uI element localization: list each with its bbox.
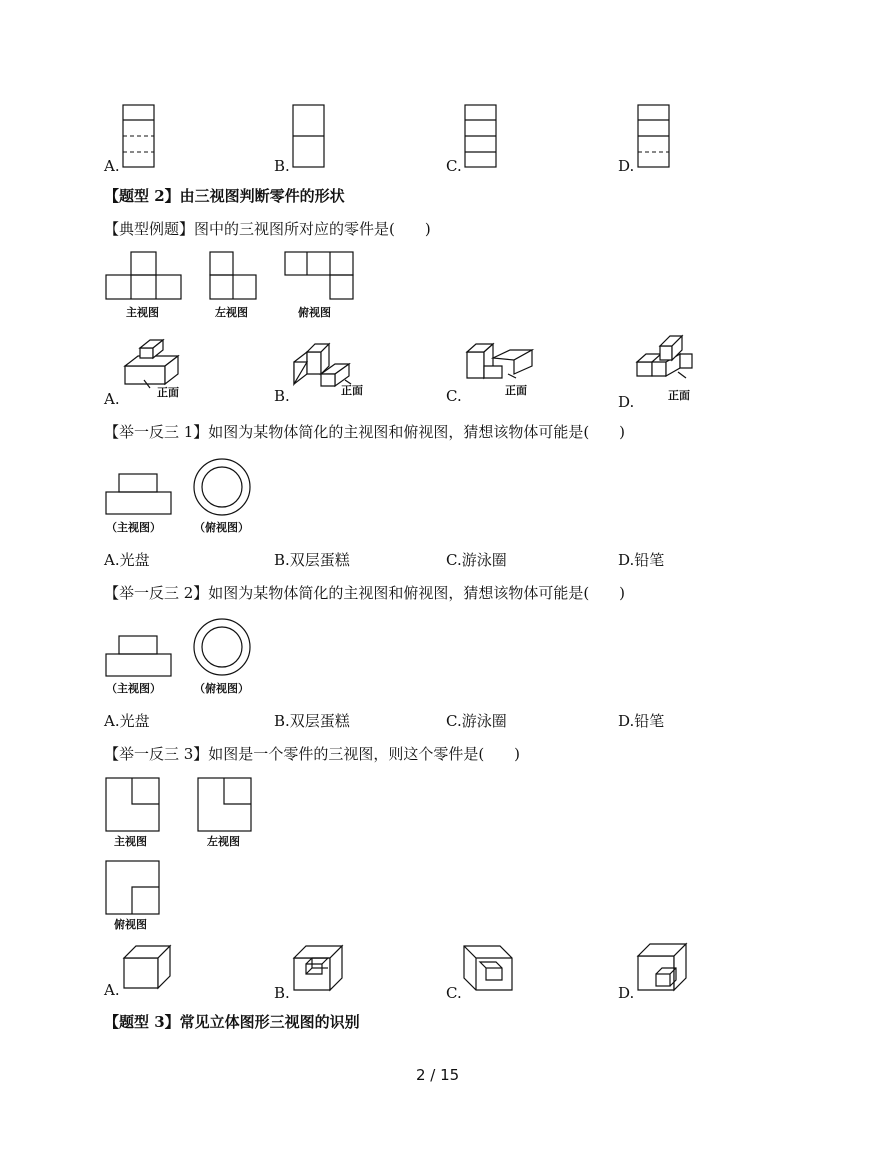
q1-top-view (193, 458, 253, 518)
type2-option-d-solid (634, 330, 700, 386)
q1-option-a[interactable]: A.光盘 (104, 551, 150, 569)
type2-option-c[interactable]: C. (446, 387, 462, 405)
q2-top-view (193, 618, 253, 678)
q0-figure-a (122, 104, 156, 168)
q3-option-a-solid (122, 944, 176, 990)
type2-option-d-front-label: 正面 (668, 389, 690, 402)
q0-figure-b (292, 104, 326, 168)
q3-option-b-solid (292, 944, 348, 994)
q0-option-b[interactable]: B. (274, 157, 290, 175)
q2-option-d[interactable]: D.铅笔 (618, 712, 665, 730)
type2-option-d[interactable]: D. (618, 393, 635, 411)
q2-top-view-caption: （俯视图） (194, 682, 249, 695)
type2-option-b-solid (291, 340, 371, 390)
q2-option-c[interactable]: C.游泳圈 (446, 712, 507, 730)
q3-option-b[interactable]: B. (274, 984, 290, 1002)
q0-option-a[interactable]: A. (104, 157, 120, 175)
q1-option-b[interactable]: B.双层蛋糕 (274, 551, 350, 569)
q3-top-view-label: 俯视图 (114, 918, 147, 931)
q1-front-view (105, 472, 173, 516)
q3-front-view-label: 主视图 (114, 835, 147, 848)
q0-option-c[interactable]: C. (446, 157, 462, 175)
q2-front-view-caption: （主视图） (106, 682, 161, 695)
q3-option-d-solid (636, 942, 692, 994)
q3-option-c-solid (462, 944, 518, 996)
type2-option-b-front-label: 正面 (341, 384, 363, 397)
q3-option-c[interactable]: C. (446, 984, 462, 1002)
type2-option-c-solid (464, 340, 540, 386)
type2-option-a[interactable]: A. (104, 390, 120, 408)
type2-option-a-solid (122, 336, 192, 392)
q1-option-c[interactable]: C.游泳圈 (446, 551, 507, 569)
q1-option-d[interactable]: D.铅笔 (618, 551, 665, 569)
type2-front-view (105, 251, 183, 301)
q0-option-d[interactable]: D. (618, 157, 635, 175)
q2-front-view (105, 634, 173, 678)
type2-option-b[interactable]: B. (274, 387, 290, 405)
q2-stem: 【举一反三 2】如图为某物体简化的主视图和俯视图，猜想该物体可能是( ) (104, 584, 626, 602)
q2-option-b[interactable]: B.双层蛋糕 (274, 712, 350, 730)
type2-top-view-label: 俯视图 (298, 306, 331, 319)
q3-left-view-label: 左视图 (207, 835, 240, 848)
type2-top-view (284, 251, 356, 301)
type2-heading: 【题型 2】由三视图判断零件的形状 (104, 187, 345, 205)
q1-stem: 【举一反三 1】如图为某物体简化的主视图和俯视图，猜想该物体可能是( ) (104, 423, 626, 441)
q3-option-d[interactable]: D. (618, 984, 635, 1002)
q3-front-view (105, 777, 161, 833)
q3-top-view (105, 860, 161, 916)
q2-option-a[interactable]: A.光盘 (104, 712, 150, 730)
q3-left-view (197, 777, 253, 833)
type3-heading: 【题型 3】常见立体图形三视图的识别 (104, 1013, 360, 1031)
type2-option-a-front-label: 正面 (157, 386, 179, 399)
page-number: 2 / 15 (416, 1066, 460, 1084)
type2-example-stem: 【典型例题】图中的三视图所对应的零件是( ) (104, 220, 431, 238)
type2-option-c-front-label: 正面 (505, 384, 527, 397)
type2-left-view-label: 左视图 (215, 306, 248, 319)
q0-figure-d (637, 104, 671, 168)
q1-front-view-caption: （主视图） (106, 521, 161, 534)
q3-option-a[interactable]: A. (104, 981, 120, 999)
q1-top-view-caption: （俯视图） (194, 521, 249, 534)
q0-figure-c (464, 104, 498, 168)
type2-front-view-label: 主视图 (126, 306, 159, 319)
type2-left-view (209, 251, 259, 301)
q3-stem: 【举一反三 3】如图是一个零件的三视图，则这个零件是( ) (104, 745, 521, 763)
